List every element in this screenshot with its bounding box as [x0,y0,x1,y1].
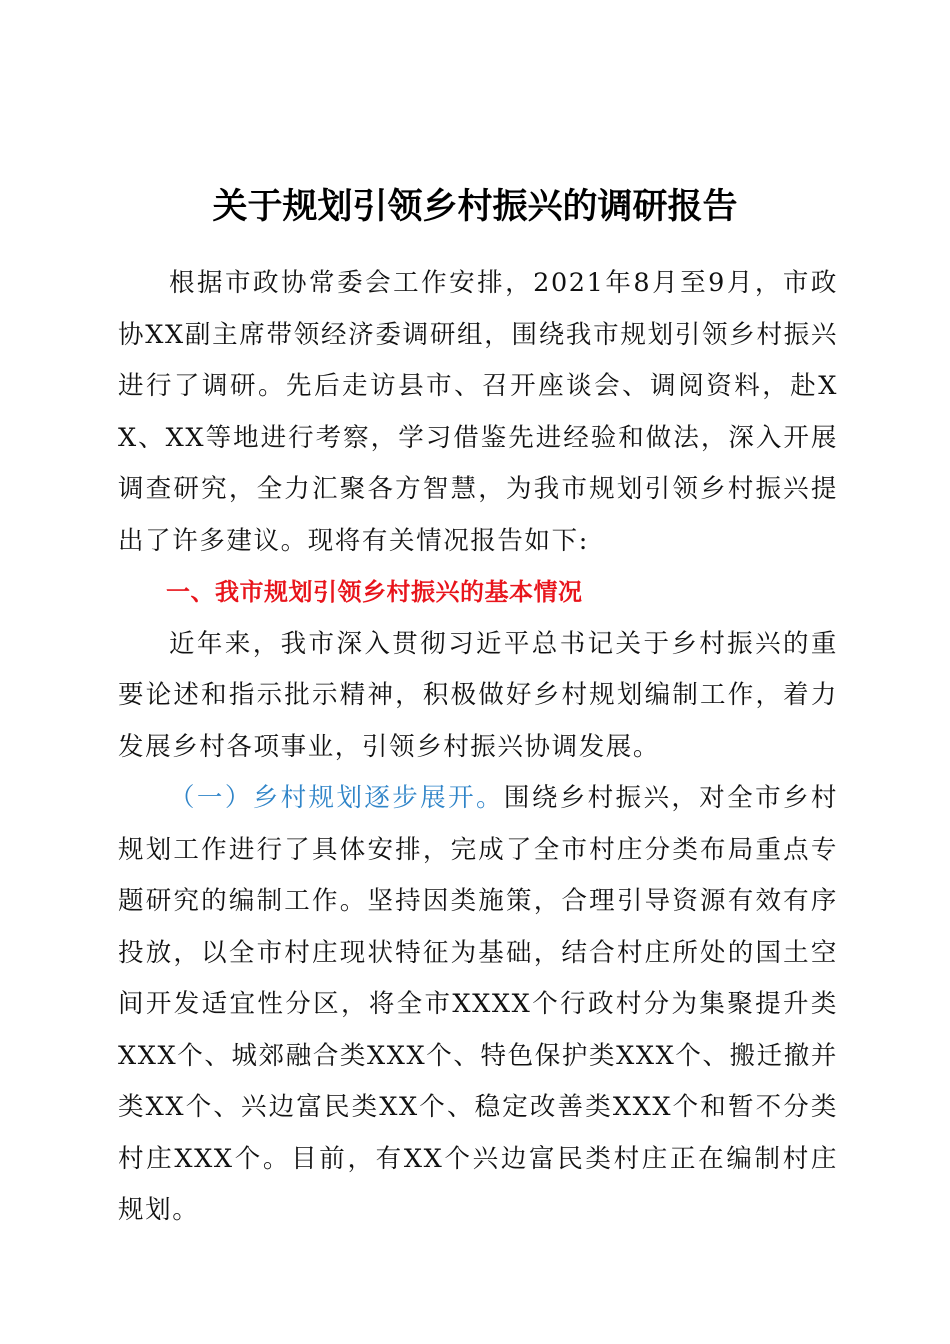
subsection-heading-rural-planning: （一）乡村规划逐步展开。 [169,783,504,813]
document-title: 关于规划引领乡村振兴的调研报告 [212,186,738,227]
section-heading-basic-situation: 一、我市规划引领乡村振兴的基本情况 [166,578,583,606]
section-intro-paragraph: 近年来，我市深入贯彻习近平总书记关于乡村振兴的重要论述和指示批示精神，积极做好乡村规划编制工作，着力发展乡村各项事业，引领乡村振兴协调发展。 [118,628,838,762]
document-body [118,258,838,1237]
intro-paragraph: 根据市政协常委会工作安排，2021年8月至9月，市政协XX副主席带领经济委调研组，围绕我市规划引领乡村振兴进行了调研。先后走访县市、召开座谈会、调阅资料，赴XX、XX等地进行考察，学习借鉴先进经验和做法，深入开展调查研究，全力汇聚各方智慧，为我市规划引领乡村振兴提出了许多建议。现将有关情况报告如下: [118,268,838,556]
subsection-paragraph-rural-planning [118,773,838,1237]
subsection-body-rural-planning: 围绕乡村振兴，对全市乡村规划工作进行了具体安排，完成了全市村庄分类布局重点专题研究的编制工作。坚持因类施策，合理引导资源有效有序投放，以全市村庄现状特征为基础，结合村庄所处的国土空间开发适宜性分区，将全市XXXX个行政村分为集聚提升类XXX个、城郊融合类XXX个、特色保护类XXX个、搬迁撤并类XX个、兴边富民类XX个、稳定改善类XXX个和暂不分类村庄XXX个。目前，有XX个兴边富民类村庄正在编制村庄规划。 [118,783,838,1225]
